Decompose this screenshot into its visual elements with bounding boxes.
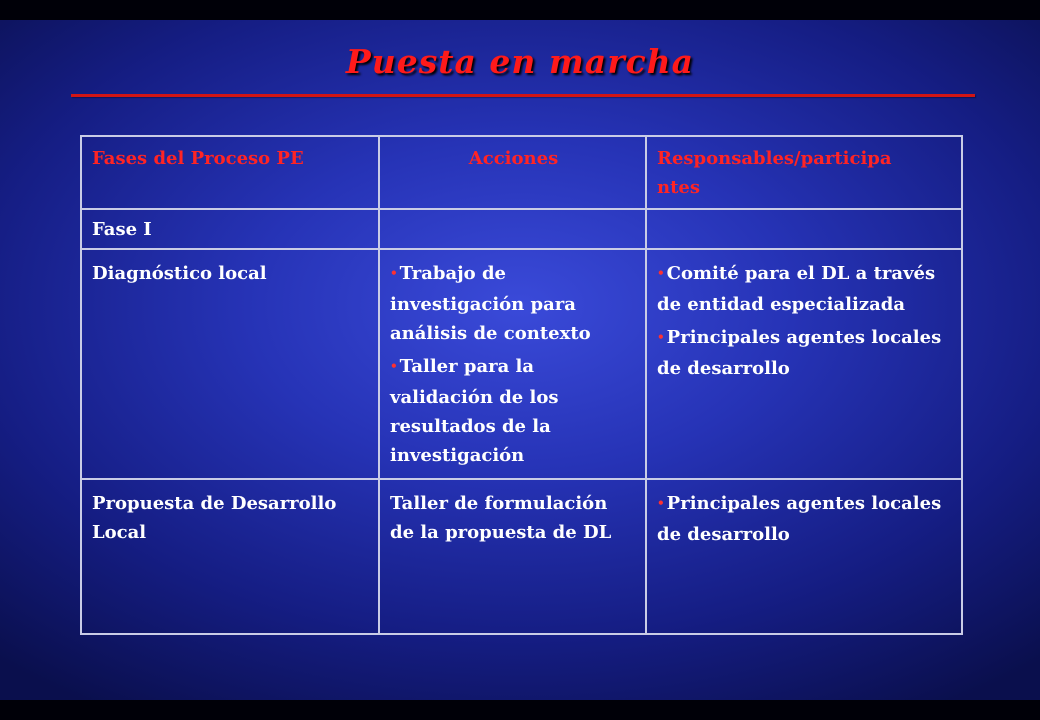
responsable-text: Principales agentes locales de desarrollo	[657, 493, 942, 545]
responsable-text: Comité para el DL a través de entidad especializada	[657, 263, 936, 315]
propuesta-responsables	[646, 479, 962, 634]
slide	[0, 20, 1040, 700]
diagnostico-responsables	[646, 249, 962, 479]
list-item	[657, 323, 953, 383]
bullet-icon: •	[657, 266, 665, 280]
list-item	[390, 352, 637, 470]
slide-title: Puesta en marcha	[345, 42, 695, 81]
propuesta-fase: Propuesta de Desarrollo Local	[81, 479, 379, 634]
list-item	[657, 259, 953, 319]
header-responsables-line2: ntes	[657, 177, 700, 198]
diagnostico-fase: Diagnóstico local	[81, 249, 379, 479]
bullet-icon: •	[657, 496, 665, 510]
propuesta-accion: Taller de formulación de la propuesta de DL	[379, 479, 646, 634]
table-row-diagnostico	[81, 249, 962, 479]
diagnostico-acciones	[379, 249, 646, 479]
list-item	[390, 259, 637, 348]
fase-label: Fase I	[81, 209, 379, 249]
bullet-icon: •	[390, 266, 398, 280]
header-fases: Fases del Proceso PE	[81, 136, 379, 209]
table-row-propuesta	[81, 479, 962, 634]
table-row-fase	[81, 209, 962, 249]
fase-empty-responsables	[646, 209, 962, 249]
accion-text: Trabajo de investigación para análisis de contexto	[390, 263, 591, 344]
phases-table	[80, 135, 963, 635]
header-responsables	[646, 136, 962, 209]
list-item	[657, 489, 953, 549]
bullet-icon: •	[390, 359, 398, 373]
table-header-row	[81, 136, 962, 209]
header-acciones: Acciones	[379, 136, 646, 209]
responsable-text: Principales agentes locales de desarrollo	[657, 327, 942, 379]
title-underline	[71, 94, 975, 97]
fase-empty-acciones	[379, 209, 646, 249]
header-responsables-line1: Responsables/participa	[657, 148, 892, 169]
bullet-icon: •	[657, 330, 665, 344]
accion-text: Taller para la validación de los resultados de la investigación	[390, 356, 559, 466]
